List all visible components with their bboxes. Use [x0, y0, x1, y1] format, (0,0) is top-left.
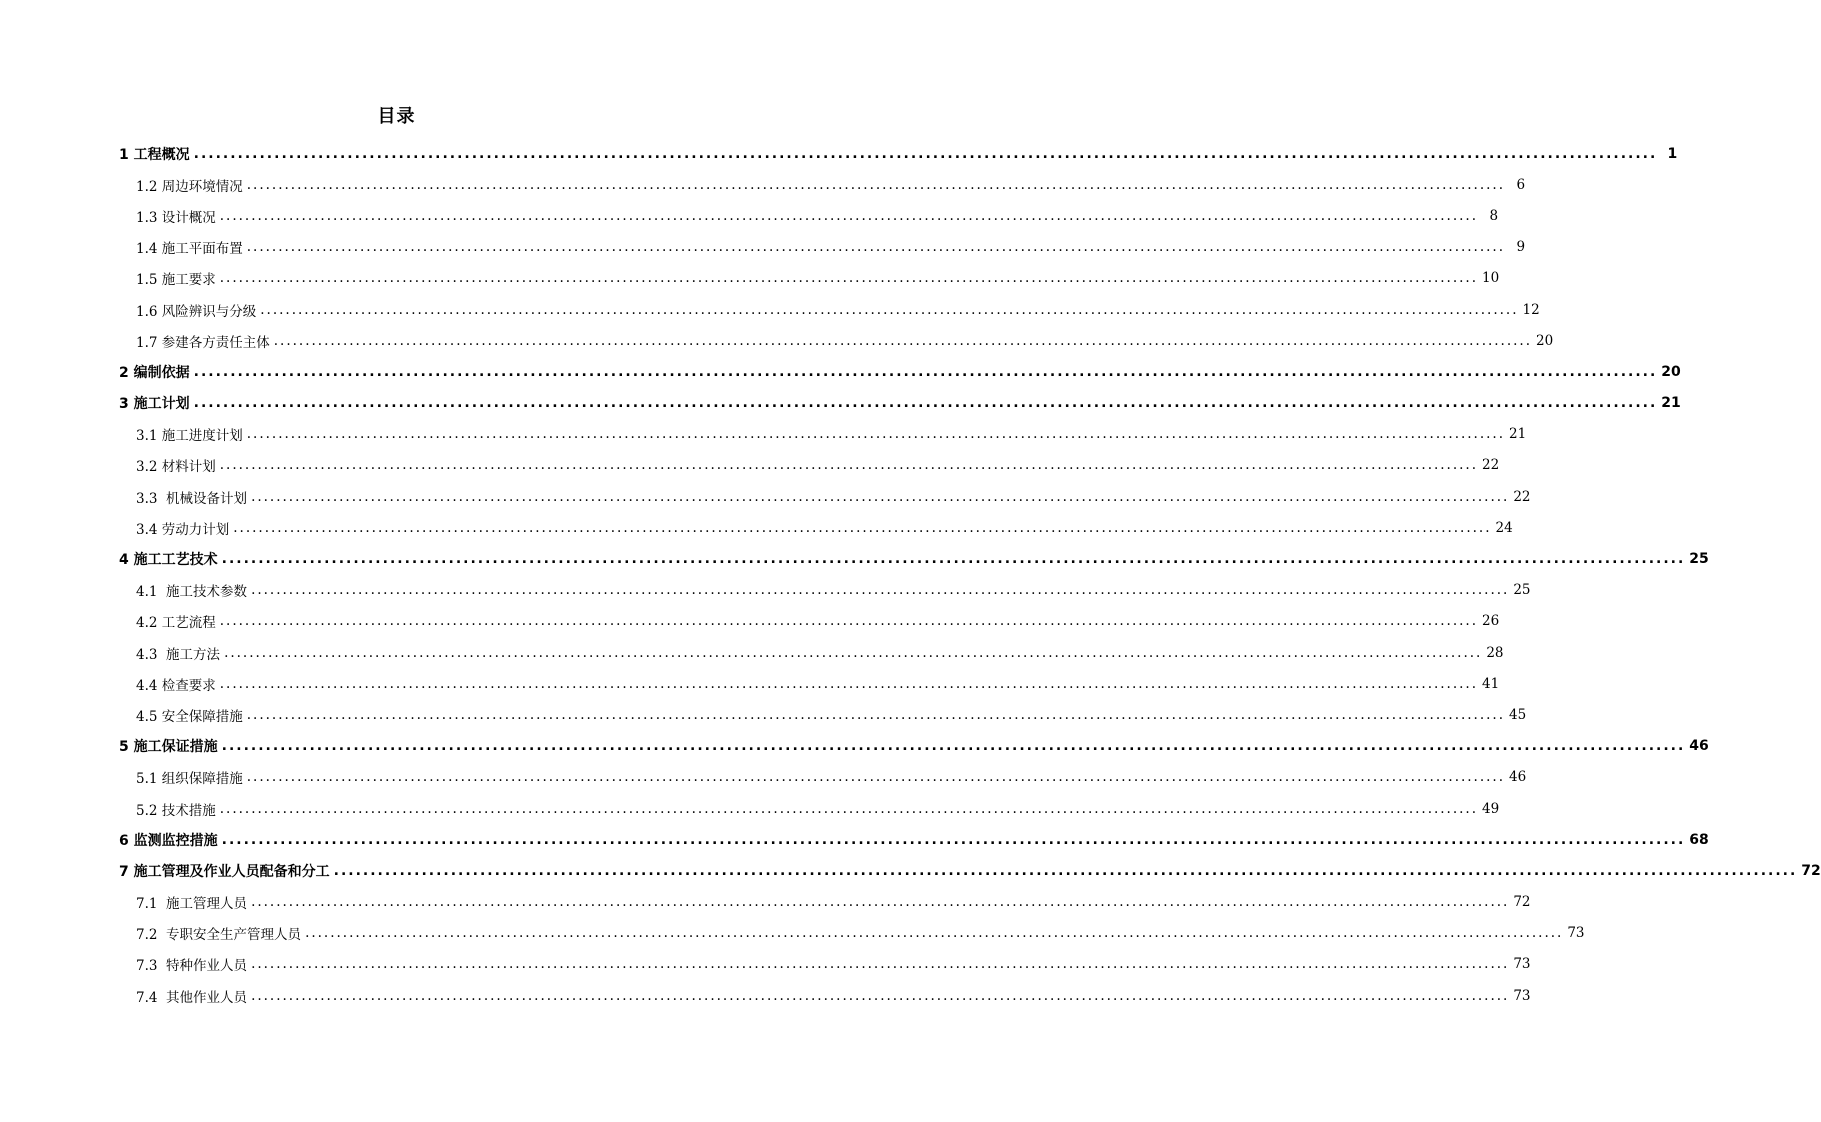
- toc-section-entry[interactable]: [0, 637, 1504, 668]
- toc-entry-label: 7.3 特种作业人员: [136, 958, 248, 975]
- toc-entry-label: 3 施工计划: [119, 396, 190, 413]
- toc-page-number: 22: [1513, 488, 1531, 505]
- toc-page-number: 26: [1482, 613, 1500, 630]
- toc-dot-leader: ........................................................................................................................................................................................................: [193, 145, 1658, 162]
- toc-page-number: 49: [1482, 800, 1500, 817]
- toc-chapter-entry[interactable]: [0, 138, 1678, 169]
- toc-entry-label: 4.2 工艺流程: [136, 615, 216, 632]
- toc-entry-label: 4.1 施工技术参数: [136, 584, 248, 601]
- toc-entry-label: 1 工程概况: [119, 146, 190, 163]
- toc-entry-label: 1.6 风险辨识与分级: [136, 303, 257, 320]
- toc-section-entry[interactable]: [0, 232, 1526, 263]
- toc-page-number: 73: [1567, 925, 1585, 942]
- toc-entry-label: 3.1 施工进度计划: [136, 428, 243, 445]
- toc-entry-label: 4.3 施工方法: [136, 646, 221, 663]
- toc-dot-leader: ........................................................................................................................................................................................................: [246, 426, 1506, 443]
- toc-entry-label: 5.1 组织保障措施: [136, 771, 243, 788]
- toc-page-number: 10: [1482, 270, 1500, 287]
- toc-section-entry[interactable]: [0, 481, 1531, 512]
- toc-dot-leader: ........................................................................................................................................................................................................: [221, 738, 1686, 755]
- toc-page-number: 72: [1801, 862, 1821, 879]
- toc-section-entry[interactable]: [0, 294, 1540, 325]
- toc-dot-leader: ........................................................................................................................................................................................................: [219, 800, 1479, 817]
- toc-entry-label: 7.1 施工管理人员: [136, 896, 248, 913]
- toc-page-number: 46: [1689, 738, 1709, 755]
- toc-entry-label: 5 施工保证措施: [119, 739, 218, 756]
- toc-dot-leader: ........................................................................................................................................................................................................: [260, 301, 1519, 318]
- toc-entry-label: 6 监测监控措施: [119, 832, 218, 849]
- toc-dot-leader: ........................................................................................................................................................................................................: [221, 831, 1686, 848]
- toc-chapter-entry[interactable]: [0, 855, 1821, 886]
- toc-section-entry[interactable]: [0, 200, 1499, 231]
- toc-dot-leader: ........................................................................................................................................................................................................: [251, 488, 1510, 505]
- toc-dot-leader: ........................................................................................................................................................................................................: [219, 613, 1479, 630]
- toc-page-number: 12: [1522, 301, 1540, 318]
- toc-section-entry[interactable]: [0, 512, 1513, 543]
- toc-entry-label: 7.2 专职安全生产管理人员: [136, 927, 302, 944]
- toc-page-number: 46: [1509, 769, 1527, 786]
- toc-page-number: 22: [1482, 457, 1500, 474]
- toc-page-number: 9: [1516, 239, 1526, 256]
- toc-section-entry[interactable]: [0, 606, 1500, 637]
- toc-dot-leader: ........................................................................................................................................................................................................: [333, 862, 1798, 879]
- toc-dot-leader: ........................................................................................................................................................................................................: [219, 207, 1479, 224]
- toc-entry-label: 7 施工管理及作业人员配备和分工: [119, 863, 330, 880]
- toc-section-entry[interactable]: [0, 762, 1527, 793]
- toc-dot-leader: ........................................................................................................................................................................................................: [246, 239, 1506, 256]
- toc-entry-label: 1.7 参建各方责任主体: [136, 334, 270, 351]
- toc-section-entry[interactable]: [0, 575, 1531, 606]
- toc-dot-leader: ........................................................................................................................................................................................................: [251, 582, 1510, 599]
- toc-entry-label: 1.4 施工平面布置: [136, 241, 243, 258]
- toc-dot-leader: ........................................................................................................................................................................................................: [219, 457, 1479, 474]
- toc-dot-leader: ........................................................................................................................................................................................................: [233, 519, 1492, 536]
- toc-entry-label: 4.5 安全保障措施: [136, 708, 243, 725]
- toc-entry-label: 7.4 其他作业人员: [136, 989, 248, 1006]
- toc-chapter-entry[interactable]: [0, 543, 1709, 574]
- toc-page-number: 25: [1513, 582, 1531, 599]
- toc-page-number: 72: [1513, 894, 1531, 911]
- toc-page-number: 41: [1482, 675, 1500, 692]
- page-title: 目录: [377, 106, 416, 127]
- toc-entry-label: 4.4 检查要求: [136, 677, 216, 694]
- toc-page-number: 8: [1489, 207, 1499, 224]
- toc-entry-label: 3.3 机械设备计划: [136, 490, 248, 507]
- toc-entry-label: 1.2 周边环境情况: [136, 178, 243, 195]
- toc-page-number: 1: [1667, 145, 1678, 162]
- toc-entry-label: 3.2 材料计划: [136, 459, 216, 476]
- toc-dot-leader: ........................................................................................................................................................................................................: [224, 644, 1483, 661]
- toc-entry-label: 4 施工工艺技术: [119, 552, 218, 569]
- toc-page-number: 21: [1661, 395, 1681, 412]
- toc-dot-leader: ........................................................................................................................................................................................................: [219, 270, 1479, 287]
- toc-page-number: 28: [1486, 644, 1504, 661]
- toc-chapter-entry[interactable]: [0, 824, 1709, 855]
- toc-page-number: 25: [1689, 551, 1709, 568]
- toc-entry-label: 1.5 施工要求: [136, 272, 216, 289]
- toc-chapter-entry[interactable]: [0, 731, 1709, 762]
- toc-dot-leader: ........................................................................................................................................................................................................: [246, 176, 1506, 193]
- toc-page-number: 24: [1495, 519, 1513, 536]
- toc-section-entry[interactable]: [0, 918, 1585, 949]
- toc-section-entry[interactable]: [0, 980, 1531, 1011]
- toc-chapter-entry[interactable]: [0, 388, 1681, 419]
- toc-section-entry[interactable]: [0, 887, 1531, 918]
- toc-dot-leader: ........................................................................................................................................................................................................: [251, 956, 1510, 973]
- toc-entry-label: 2 编制依据: [119, 364, 190, 381]
- toc-page-number: 20: [1536, 332, 1554, 349]
- toc-dot-leader: ........................................................................................................................................................................................................: [193, 363, 1658, 380]
- toc-section-entry[interactable]: [0, 450, 1500, 481]
- toc-section-entry[interactable]: [0, 169, 1526, 200]
- toc-chapter-entry[interactable]: [0, 356, 1681, 387]
- toc-page-number: 45: [1509, 706, 1527, 723]
- toc-page-number: 20: [1661, 363, 1681, 380]
- toc-section-entry[interactable]: [0, 949, 1531, 980]
- toc-section-entry[interactable]: [0, 263, 1500, 294]
- toc-section-entry[interactable]: [0, 668, 1500, 699]
- toc-dot-leader: ........................................................................................................................................................................................................: [246, 706, 1506, 723]
- toc-dot-leader: ........................................................................................................................................................................................................: [221, 551, 1686, 568]
- toc-dot-leader: ........................................................................................................................................................................................................: [273, 332, 1533, 349]
- table-of-contents: [0, 138, 1821, 1011]
- toc-dot-leader: ........................................................................................................................................................................................................: [305, 925, 1564, 942]
- toc-dot-leader: ........................................................................................................................................................................................................: [219, 675, 1479, 692]
- toc-page-number: 73: [1513, 956, 1531, 973]
- toc-page-number: 6: [1516, 176, 1526, 193]
- toc-dot-leader: ........................................................................................................................................................................................................: [193, 395, 1658, 412]
- toc-section-entry[interactable]: [0, 699, 1527, 730]
- toc-entry-label: 3.4 劳动力计划: [136, 521, 230, 538]
- toc-page-number: 73: [1513, 987, 1531, 1004]
- toc-section-entry[interactable]: [0, 419, 1527, 450]
- toc-dot-leader: ........................................................................................................................................................................................................: [251, 987, 1510, 1004]
- toc-entry-label: 5.2 技术措施: [136, 802, 216, 819]
- toc-section-entry[interactable]: [0, 793, 1500, 824]
- toc-dot-leader: ........................................................................................................................................................................................................: [251, 894, 1510, 911]
- toc-page-number: 21: [1509, 426, 1527, 443]
- toc-page-number: 68: [1689, 831, 1709, 848]
- toc-dot-leader: ........................................................................................................................................................................................................: [246, 769, 1506, 786]
- toc-section-entry[interactable]: [0, 325, 1554, 356]
- toc-entry-label: 1.3 设计概况: [136, 209, 216, 226]
